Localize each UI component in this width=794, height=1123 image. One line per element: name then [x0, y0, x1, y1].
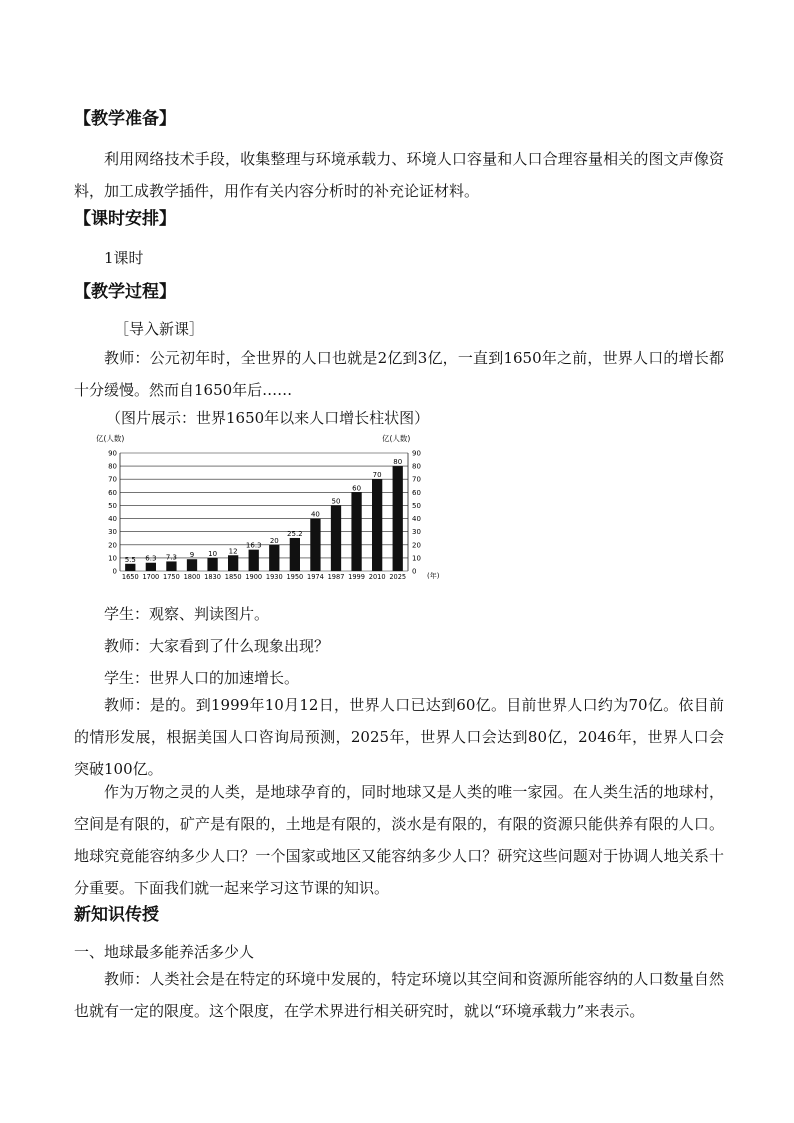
y-tick-left-30: 30 [108, 528, 117, 537]
bar-1974 [310, 519, 320, 571]
x-tick-1800: 1800 [183, 573, 201, 581]
schedule-text: 1课时 [104, 249, 144, 267]
bar-1650 [125, 564, 135, 571]
bar-2010 [372, 479, 382, 571]
teacher-paragraph-3: 作为万物之灵的人类，是地球孕育的，同时地球又是人类的唯一家园。在人类生活的地球村，空间是有限的，矿产是有限的，土地是有限的，淡水是有限的，有限的资源只能供养有限的人口。地球究竟能容纳多少人口？一个国家或地区又能容纳多少人口？研究这些问题对于协调人地关系十分重要。下面我们就一起来学习这节课的知识。 [74, 783, 724, 897]
y-tick-right-50: 50 [412, 501, 421, 510]
subsection-title: 一、地球最多能养活多少人 [74, 943, 255, 961]
y-tick-right-90: 90 [412, 449, 421, 458]
intro-label: ［导入新课］ [114, 320, 205, 338]
prep-paragraph: 利用网络技术手段，收集整理与环境承载力、环境人口容量和人口合理容量相关的图文声像资料，加工成教学插件，用作有关内容分析时的补充论证材料。 [74, 150, 724, 200]
data-label-1800: 9 [189, 551, 195, 560]
bar-1950 [290, 538, 300, 571]
intro-paragraph: 教师：公元初年时，全世界的人口也就是2亿到3亿，一直到1650年之前，世界人口的增长都十分缓慢。然而自1650年后…… [74, 349, 724, 399]
y-axis-label-left: 亿(人数) [96, 434, 125, 443]
bar-1830 [207, 558, 217, 571]
data-label-1950: 25.2 [287, 529, 303, 538]
bar-1987 [331, 505, 341, 571]
data-label-2010: 70 [372, 471, 382, 480]
y-tick-right-30: 30 [412, 528, 421, 537]
section-title-process: 【教学过程】 [74, 282, 176, 302]
section-title-prep: 【教学准备】 [74, 109, 176, 129]
x-tick-2025: 2025 [389, 573, 407, 581]
teacher-paragraph-2: 教师：是的。到1999年10月12日，世界人口已达到60亿。目前世界人口约为70亿。依目前的情形发展，根据美国人口咨询局预测，2025年，世界人口会达到80亿，2046年，世界人口会突破100亿。 [74, 696, 724, 778]
x-tick-1750: 1750 [163, 573, 180, 581]
x-axis-unit: (年) [427, 572, 440, 580]
y-tick-left-80: 80 [108, 462, 117, 471]
teacher-paragraph-4: 教师：人类社会是在特定的环境中发展的，特定环境以其空间和资源所能容纳的人口数量自然也就有一定的限度。这个限度，在学术界进行相关研究时，就以“环境承载力”来表示。 [74, 970, 724, 1020]
y-tick-right-0: 0 [412, 567, 417, 576]
x-tick-1987: 1987 [327, 573, 345, 581]
data-label-1999: 60 [352, 484, 362, 493]
x-tick-1900: 1900 [245, 573, 263, 581]
x-tick-1950: 1950 [286, 573, 304, 581]
y-tick-left-70: 70 [108, 475, 117, 484]
data-label-1850: 12 [228, 547, 238, 556]
y-tick-left-10: 10 [108, 554, 117, 563]
x-tick-1974: 1974 [307, 573, 324, 581]
data-label-1987: 50 [331, 497, 341, 506]
data-label-2025: 80 [393, 458, 403, 467]
bar-1999 [351, 492, 361, 571]
data-label-1930: 20 [269, 536, 279, 545]
y-tick-left-20: 20 [108, 541, 117, 550]
data-label-1700: 6.3 [145, 554, 157, 563]
bar-1850 [228, 555, 238, 571]
x-tick-1830: 1830 [204, 573, 221, 581]
y-axis-label-right: 亿(人数) [382, 434, 411, 443]
y-tick-right-20: 20 [412, 541, 421, 550]
y-tick-right-60: 60 [412, 488, 421, 497]
data-label-1830: 10 [208, 549, 218, 558]
section-title-schedule: 【课时安排】 [74, 209, 176, 229]
data-label-1974: 40 [310, 510, 320, 519]
y-tick-left-40: 40 [108, 515, 117, 524]
bar-1900 [249, 550, 259, 571]
y-tick-left-90: 90 [108, 449, 117, 458]
y-tick-left-60: 60 [108, 488, 117, 497]
x-tick-1650: 1650 [121, 573, 139, 581]
bar-1930 [269, 545, 279, 571]
y-tick-left-0: 0 [112, 567, 117, 576]
student-line-1: 学生：观察、判读图片。 [104, 605, 270, 623]
data-label-1900: 16.3 [245, 541, 262, 550]
figure-caption: （图片展示：世界1650年以来人口增长柱状图） [106, 409, 430, 427]
population-chart-svg [96, 432, 441, 592]
teacher-question: 教师：大家看到了什么现象出现？ [104, 637, 330, 655]
y-tick-right-70: 70 [412, 475, 421, 484]
data-label-1650: 5.5 [124, 555, 136, 564]
section-title-new: 新知识传授 [74, 905, 159, 925]
y-tick-left-50: 50 [108, 501, 117, 510]
y-tick-right-40: 40 [412, 515, 421, 524]
data-label-1750: 7.3 [165, 553, 177, 562]
student-line-2: 学生：世界人口的加速增长。 [104, 669, 300, 687]
bar-1800 [187, 559, 197, 571]
y-tick-right-80: 80 [412, 462, 421, 471]
population-chart [96, 432, 441, 592]
x-tick-2010: 2010 [368, 573, 386, 581]
bar-1750 [166, 561, 176, 571]
x-tick-1999: 1999 [348, 573, 365, 581]
x-tick-1700: 1700 [142, 573, 160, 581]
x-tick-1850: 1850 [224, 573, 242, 581]
y-tick-right-10: 10 [412, 554, 421, 563]
bar-2025 [393, 466, 403, 571]
x-tick-1930: 1930 [265, 573, 283, 581]
bar-1700 [146, 563, 156, 571]
